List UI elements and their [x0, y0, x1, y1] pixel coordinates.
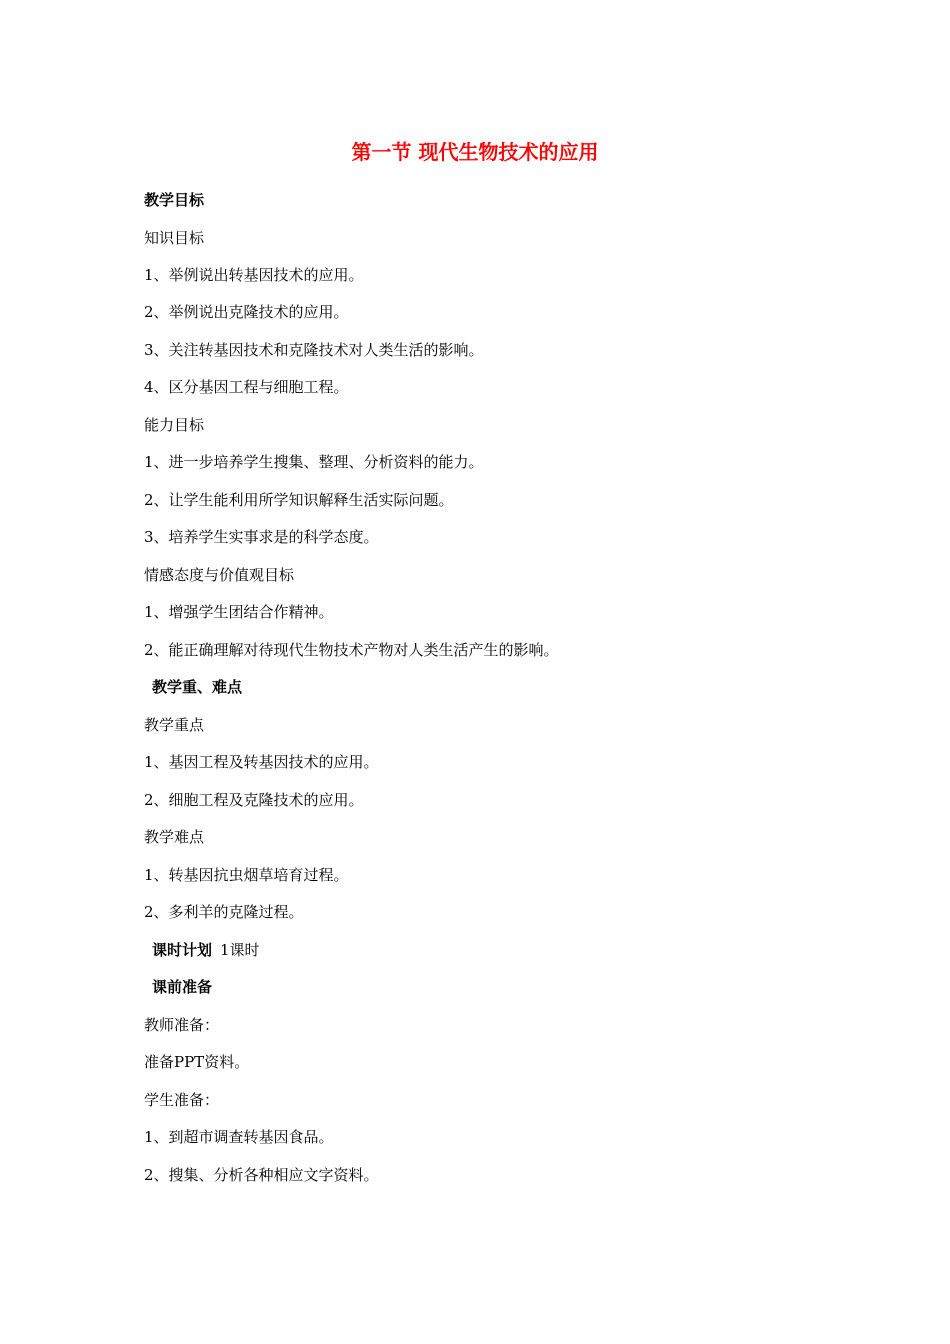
knowledge-item: 1、举例说出转基因技术的应用。	[144, 266, 364, 284]
section-schedule	[152, 936, 260, 964]
subheading-ability: 能力目标	[144, 416, 205, 434]
section-heading-preparation: 课前准备	[152, 978, 213, 996]
page-title: 第一节 现代生物技术的应用	[351, 140, 599, 164]
subheading-teacher-prep: 教师准备：	[144, 1016, 220, 1034]
subheading-knowledge: 知识目标	[144, 229, 205, 247]
subheading-focus: 教学重点	[144, 716, 205, 734]
subheading-attitude: 情感态度与价值观目标	[144, 566, 295, 584]
knowledge-item: 3、关注转基因技术和克隆技术对人类生活的影响。	[144, 341, 484, 359]
teacher-prep-item: 准备PPT资料。	[144, 1053, 250, 1071]
subheading-difficulty: 教学难点	[144, 828, 205, 846]
student-prep-item: 1、到超市调查转基因食品。	[144, 1128, 334, 1146]
section-heading-schedule: 课时计划	[152, 941, 213, 959]
subheading-student-prep: 学生准备：	[144, 1091, 220, 1109]
section-heading-objectives: 教学目标	[144, 191, 205, 209]
attitude-item: 1、增强学生团结合作精神。	[144, 603, 334, 621]
focus-item: 1、基因工程及转基因技术的应用。	[144, 753, 379, 771]
student-prep-item: 2、搜集、分析各种相应文字资料。	[144, 1166, 379, 1184]
ability-item: 3、培养学生实事求是的科学态度。	[144, 528, 379, 546]
difficulty-item: 2、多利羊的克隆过程。	[144, 903, 304, 921]
focus-item: 2、细胞工程及克隆技术的应用。	[144, 791, 364, 809]
schedule-value: 1课时	[220, 941, 260, 959]
difficulty-item: 1、转基因抗虫烟草培育过程。	[144, 866, 349, 884]
section-heading-key-points: 教学重、难点	[152, 678, 243, 696]
ability-item: 1、进一步培养学生搜集、整理、分析资料的能力。	[144, 453, 484, 471]
knowledge-item: 4、区分基因工程与细胞工程。	[144, 378, 349, 396]
knowledge-item: 2、举例说出克隆技术的应用。	[144, 303, 349, 321]
attitude-item: 2、能正确理解对待现代生物技术产物对人类生活产生的影响。	[144, 641, 559, 659]
ability-item: 2、让学生能利用所学知识解释生活实际问题。	[144, 491, 454, 509]
